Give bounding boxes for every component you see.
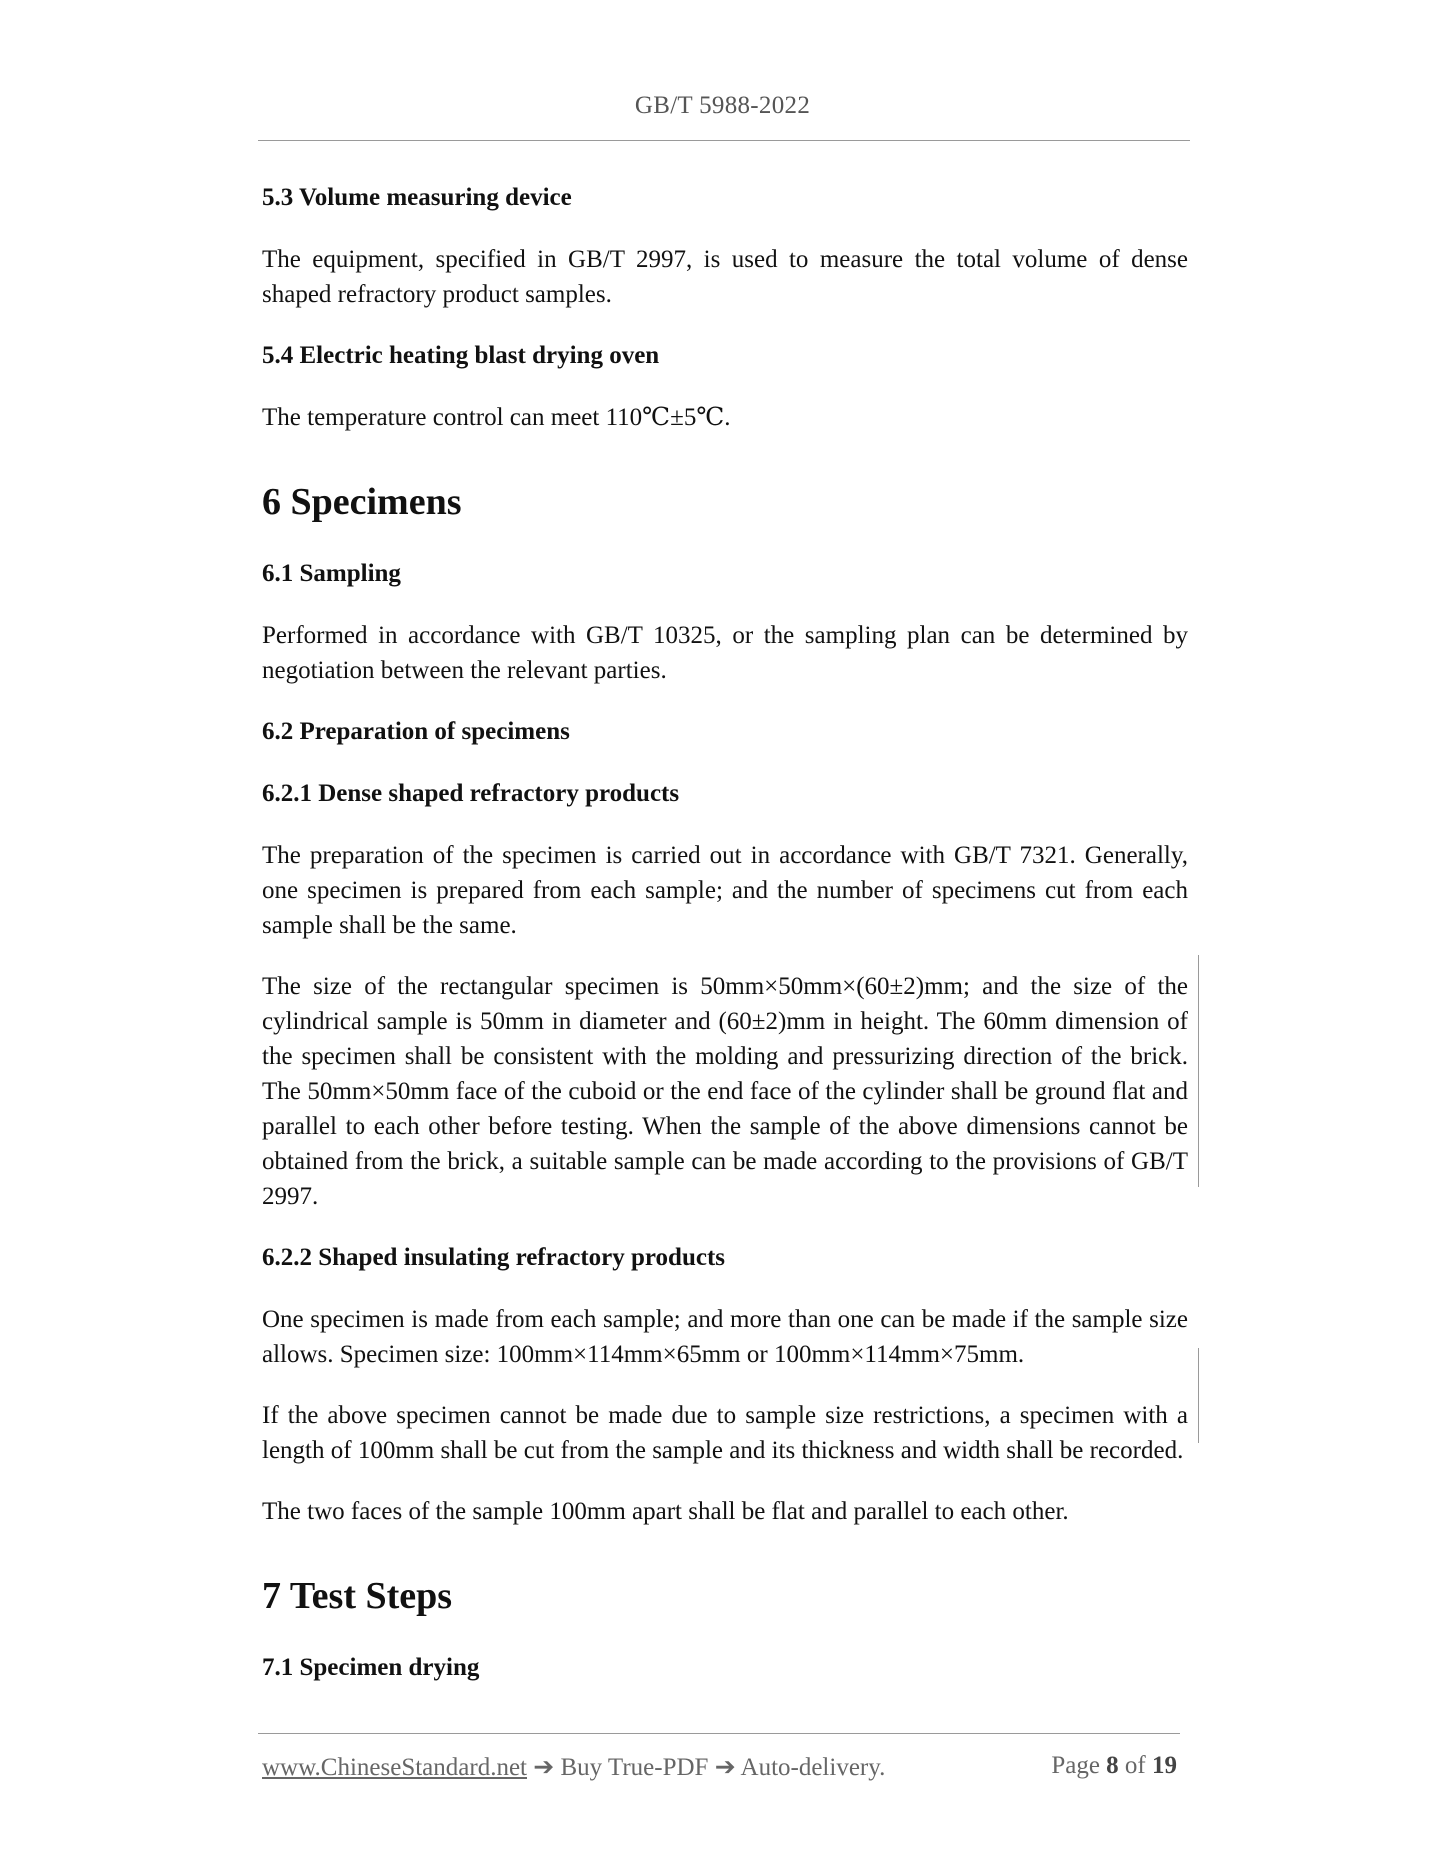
section-6-1-heading: 6.1 Sampling (262, 560, 401, 587)
revision-change-bar (1198, 955, 1199, 1187)
page-number: 8 (1106, 1752, 1119, 1779)
page-label: Page (1051, 1752, 1100, 1779)
section-6-2-1-heading: 6.2.1 Dense shaped refractory products (262, 780, 680, 807)
page-indicator (1051, 1752, 1177, 1780)
section-6-2-1-paragraph-2: The size of the rectangular specimen is 50mm×50mm×(60±2)mm; and the size of the cylindrical sample is 50mm in diameter and (60±2)mm in height. The 60mm dimension of the specimen shall be consistent with the molding and pressurizing direction of the brick. The 50mm×50mm face of the cuboid or the end face of the cylinder shall be ground flat and parallel to each other before testing. When the sample of the above dimensions cannot be obtained from the brick, a suitable sample can be made according to the provisions of GB/T 2997. (262, 973, 1188, 1210)
section-6-2-2-paragraph-3: The two faces of the sample 100mm apart shall be flat and parallel to each other. (262, 1498, 1069, 1525)
section-7-1-heading: 7.1 Specimen drying (262, 1654, 480, 1681)
section-6-2-1-paragraph-1: The preparation of the specimen is carried out in accordance with GB/T 7321. Generally, one specimen is prepared from each sample; and the number of specimens cut from each sample shall be the same. (262, 842, 1188, 939)
section-6-2-2-paragraph-2: If the above specimen cannot be made due to sample size restrictions, a specimen with a length of 100mm shall be cut from the sample and its thickness and width shall be recorded. (262, 1402, 1188, 1464)
section-6-heading: 6 Specimens (262, 481, 462, 523)
section-5-3-heading: 5.3 Volume measuring device (262, 184, 572, 211)
section-5-4-paragraph: The temperature control can meet 110℃±5℃. (262, 404, 731, 431)
arrow-right-icon: ➔ (533, 1754, 555, 1781)
auto-delivery-text: Auto-delivery. (740, 1754, 886, 1781)
section-7-heading: 7 Test Steps (262, 1575, 453, 1617)
document-header-title: GB/T 5988-2022 (634, 92, 811, 119)
buy-pdf-link: Buy True-PDF (560, 1754, 709, 1781)
site-link[interactable]: www.ChineseStandard.net (262, 1754, 527, 1781)
arrow-right-icon: ➔ (714, 1754, 736, 1781)
section-5-3-paragraph: The equipment, specified in GB/T 2997, is used to measure the total volume of dense shaped refractory product samples. (262, 246, 1188, 308)
page-total: 19 (1152, 1752, 1177, 1779)
of-label: of (1124, 1752, 1146, 1779)
section-5-4-heading: 5.4 Electric heating blast drying oven (262, 342, 660, 369)
section-6-2-heading: 6.2 Preparation of specimens (262, 718, 570, 745)
header-divider (258, 140, 1190, 141)
footer-divider (258, 1733, 1180, 1734)
revision-change-bar (1198, 1348, 1199, 1443)
document-body (262, 180, 1188, 1686)
section-6-2-2-heading: 6.2.2 Shaped insulating refractory products (262, 1244, 726, 1271)
footer-promo (262, 1752, 885, 1782)
section-6-2-2-paragraph-1: One specimen is made from each sample; and more than one can be made if the sample size allows. Specimen size: 100mm×114mm×65mm or 100mm×114mm×75mm. (262, 1306, 1188, 1368)
section-6-1-paragraph: Performed in accordance with GB/T 10325, or the sampling plan can be determined by negotiation between the relevant parties. (262, 622, 1188, 684)
